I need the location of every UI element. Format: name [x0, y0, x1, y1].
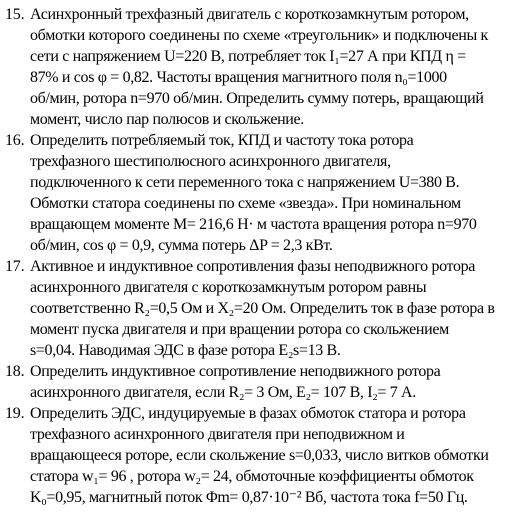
problem-line: K₀=0,95, магнитный поток Φm= 0,87·10⁻² Вб, частота тока f=50 Гц.: [30, 489, 468, 506]
problem-line: обмотки которого соединены по схеме «треугольник» и подключены к: [30, 27, 488, 44]
problem-line: Обмотки статора соединены по схеме «звезда». При номинальном: [30, 195, 461, 212]
problem-line: трехфазного шестиполюсного асинхронного двигателя,: [30, 153, 391, 170]
problem-number: 15.: [5, 6, 25, 23]
problem-number: 18.: [5, 363, 25, 380]
problem-line: трехфазного асинхронного двигателя при неподвижном и: [30, 426, 405, 443]
problem-number: 17.: [5, 258, 25, 275]
problem-line: асинхронного двигателя с короткозамкнутым ротором равны: [30, 279, 427, 296]
problem-line: статора w₁= 96 , ротора w₂= 24, обмоточные коэффициенты обмоток: [30, 468, 474, 485]
problem-line: Определить индуктивное сопротивление неподвижного ротора: [30, 363, 441, 380]
problem-number: 19.: [5, 405, 25, 422]
problem-line: соответственно R₂=0,5 Ом и X₂=20 Ом. Определить ток в фазе ротора в: [30, 300, 495, 317]
problem-line: Активное и индуктивное сопротивления фазы неподвижного ротора: [30, 258, 476, 275]
problem-line: момент, число пар полюсов и скольжение.: [30, 111, 304, 128]
problem-line: s=0,04. Наводимая ЭДС в фазе ротора E₂s=13 В.: [30, 342, 341, 359]
problem-line: об/мин, ротора n=970 об/мин. Определить сумму потерь, вращающий: [30, 90, 484, 107]
problem-line: Определить ЭДС, индуцируемые в фазах обмоток статора и ротора: [30, 405, 466, 422]
problem-line: вращающем моменте M= 216,6 Н· м частота вращения ротора n=970: [30, 216, 477, 233]
problem-line: Асинхронный трехфазный двигатель с короткозамкнутым ротором,: [30, 6, 469, 23]
problem-line: момент пуска двигателя и при вращении ротора со скольжением: [30, 321, 449, 338]
problem-number: 16.: [5, 132, 25, 149]
problem-line: об/мин, cos φ = 0,9, сумма потерь ΔP = 2,3 кВт.: [30, 237, 333, 254]
problem-line: 87% и cos φ = 0,82. Частоты вращения магнитного поля n₀=1000: [30, 69, 447, 86]
problem-line: вращающееся роторе, если скольжение s=0,033, число витков обмотки: [30, 447, 489, 464]
problem-line: асинхронного двигателя, если R₂= 3 Ом, E₂= 107 В, I₂= 7 А.: [30, 384, 416, 401]
problem-line: сети с напряжением U=220 В, потребляет ток I₁=27 А при КПД η =: [30, 48, 466, 65]
problem-line: подключенного к сети переменного тока с напряжением U=380 В.: [30, 174, 460, 191]
problem-line: Определить потребляемый ток, КПД и частоту тока ротора: [30, 132, 414, 149]
